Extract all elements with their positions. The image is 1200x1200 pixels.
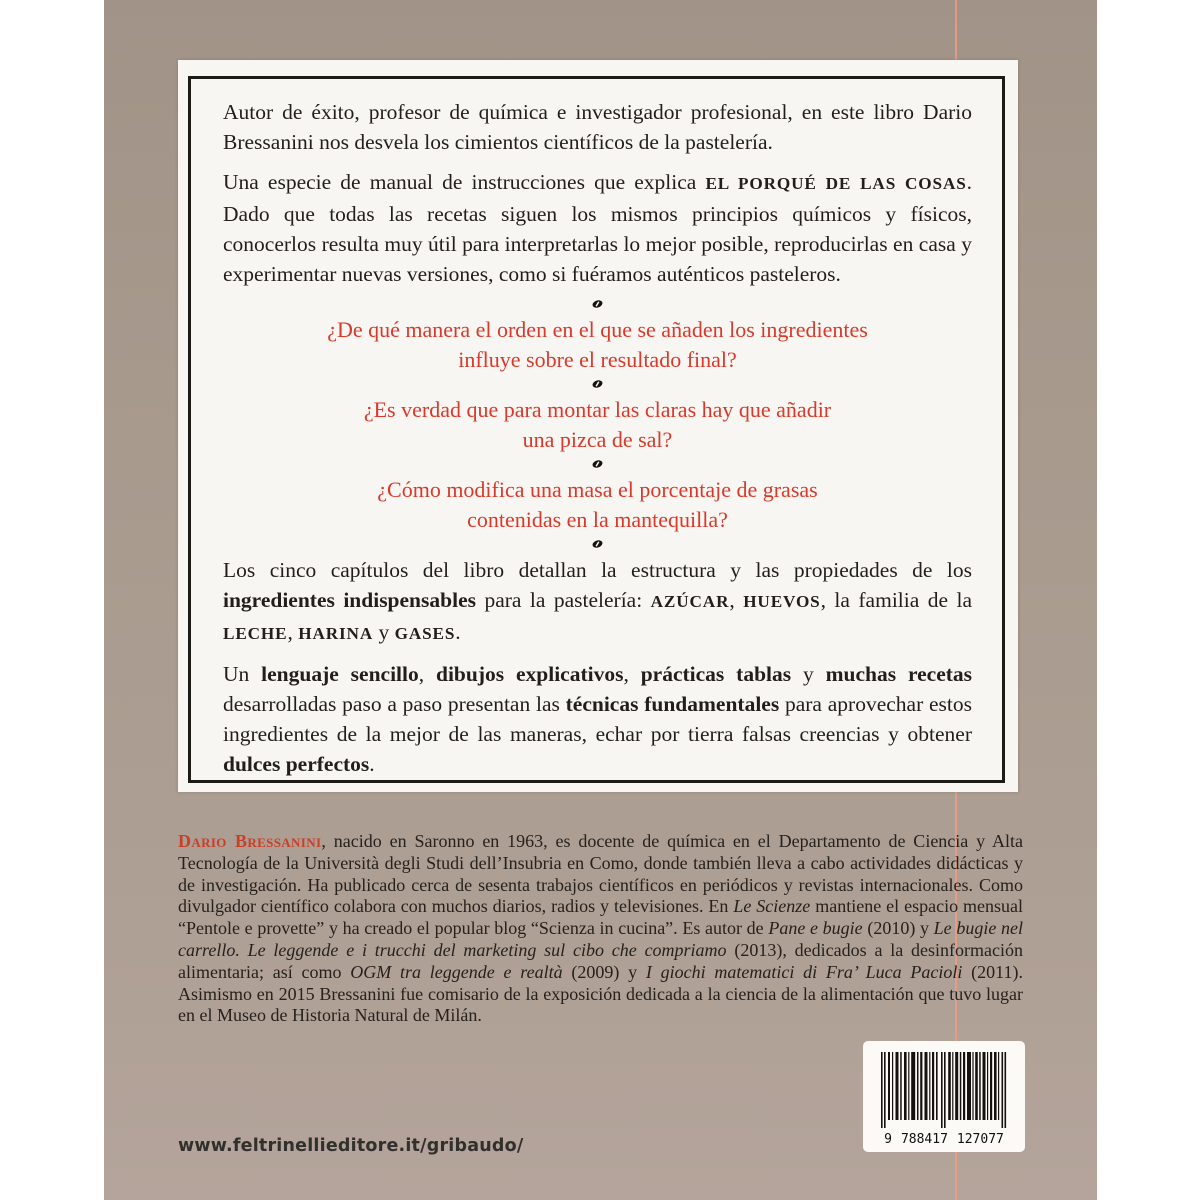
question-3 (223, 475, 972, 535)
barcode (863, 1041, 1025, 1152)
divider-dot-icon (223, 539, 972, 551)
question-2 (223, 395, 972, 455)
question-3-line-1: ¿Cómo modifica una masa el porcentaje de grasas (377, 477, 818, 502)
question-2-line-2: una pizca de sal? (522, 427, 673, 452)
barcode-digits (863, 1132, 1025, 1147)
divider-dot-icon (223, 379, 972, 391)
barcode-digit-group-1: 788417 (900, 1132, 948, 1147)
synopsis-paragraph-manual: Una especie de manual de instrucciones que explica EL PORQUÉ DE LAS COSAS. Dado que todas las recetas siguen los mismos principios químicos y físicos, conocerlos resulta muy útil para interpretarlas lo mejor posible, reproducirlas en casa y experimentar nuevas versiones, como si fuéramos auténticos pasteleros. (223, 170, 973, 286)
divider-dot-icon (223, 299, 972, 311)
question-1-line-2: influye sobre el resultado final? (458, 347, 737, 372)
synopsis-paragraph-chapters: Los cinco capítulos del libro detallan la estructura y las propiedades de los ingredientes indispensables para la pastelería: AZÚCAR, HUEVOS, la familia de la LECHE, HARINA y GASES. (223, 558, 973, 644)
synopsis-paragraph-language: Un lenguaje sencillo, dibujos explicativos, prácticas tablas y muchas recetas desarrolladas paso a paso presentan las técnicas fundamentales para aprovechar estos ingredientes de la mejor de las maneras, echar por tierra falsas creencias y obtener dulces perfectos. (223, 662, 973, 776)
author-bio: Dario Bressanini, nacido en Saronno en 1963, es docente de química en el Departamento de Ciencia y Alta Tecnología de la Università degli Studi dell’Insubria en Como, donde también lleva a cabo actividades didácticas y de investigación. Ha publicado cerca de sesenta trabajos científicos en periódicos y revistas internacionales. Como divulgador científico colabora con muchos diarios, radios y televisiones. En Le Scienze mantiene el espacio mensual “Pentole e provette” y ha creado el popular blog “Scienza in cucina”. Es autor de Pane e bugie (2010) y Le bugie nel carrello. Le leggende e i trucchi del marketing sul cibo che compriamo (2013), dedicados a la desinformación alimentaria; así como OGM tra leggende e realtà (2009) y I giochi matematici di Fra’ Luca Pacioli (2011). Asimismo en 2015 Bressanini fue comisario de la exposición dedicada a la ciencia de la alimentación que tuvo lugar en el Museo de Historia Natural de Milán. (178, 831, 1024, 1026)
publisher-website-url: www.feltrinellieditore.it/gribaudo/ (178, 1136, 524, 1156)
barcode-lead-digit: 9 (884, 1132, 892, 1147)
synopsis-border-frame (188, 76, 1005, 783)
synopsis-panel (178, 60, 1018, 792)
divider-dot-icon (223, 459, 972, 471)
barcode-bars-icon (881, 1052, 1007, 1128)
question-1 (223, 315, 972, 375)
barcode-digit-group-2: 127077 (956, 1132, 1004, 1147)
question-2-line-1: ¿Es verdad que para montar las claras hay que añadir (363, 397, 832, 422)
question-1-line-1: ¿De qué manera el orden en el que se añaden los ingredientes (327, 317, 868, 342)
synopsis-paragraph-intro: Autor de éxito, profesor de química e investigador profesional, en este libro Dario Bressanini nos desvela los cimientos científicos de la pastelería. (223, 100, 972, 154)
question-3-line-2: contenidas en la mantequilla? (467, 507, 728, 532)
